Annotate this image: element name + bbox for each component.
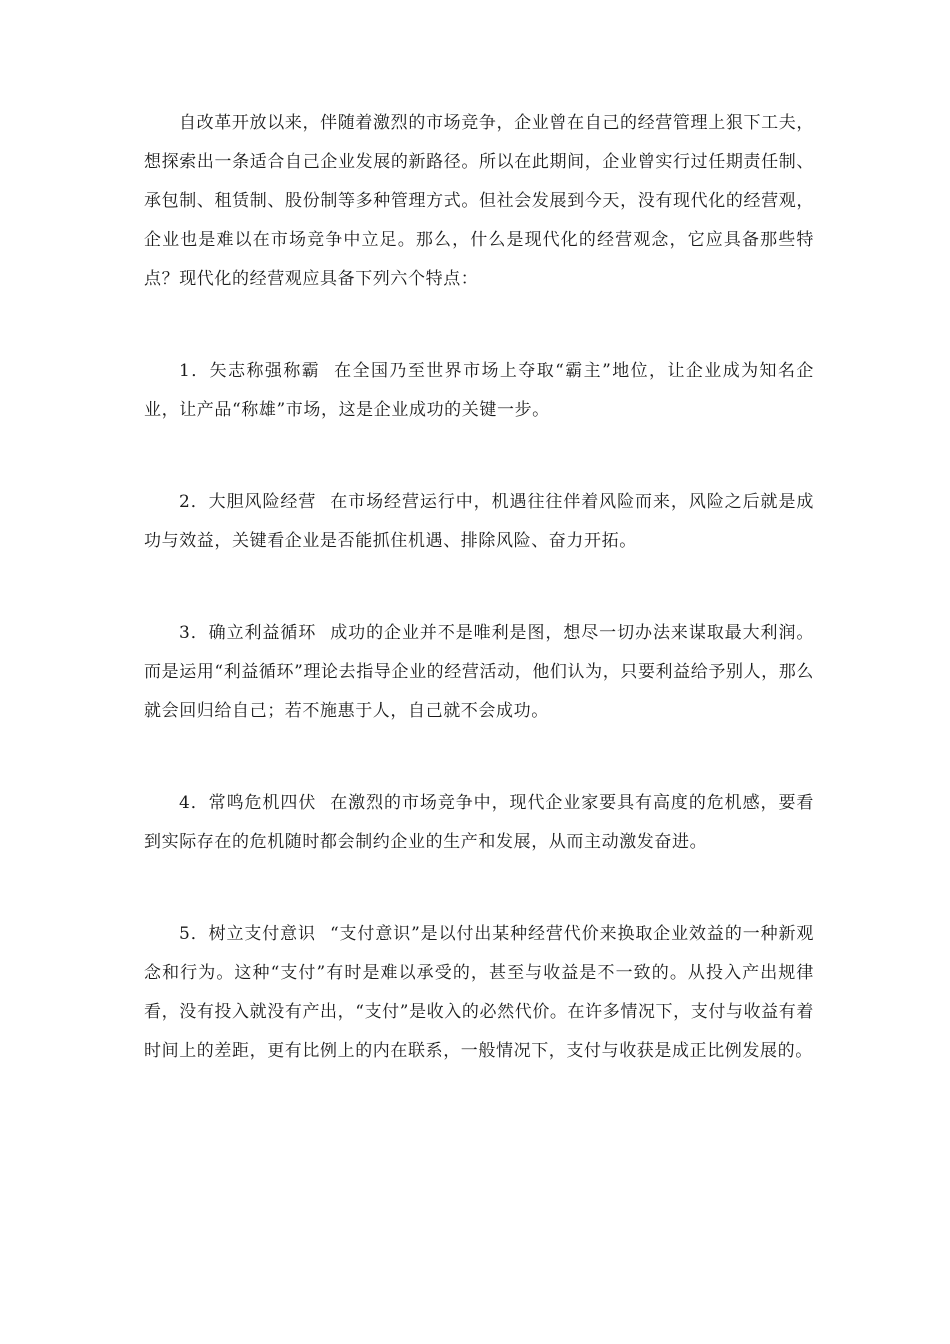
item-paragraph-5 — [144, 915, 814, 1071]
item-heading-4: 4．常鸣危机四伏 — [179, 793, 317, 813]
item-paragraph-3 — [144, 614, 814, 731]
paragraph-spacer — [144, 862, 814, 915]
item-paragraph-4 — [144, 784, 814, 862]
item-paragraph-1 — [144, 352, 814, 430]
paragraph-spacer — [144, 299, 814, 352]
item-text-1: 在全国乃至世界市场上夺取“霸主”地位，让企业成为知名企业，让产品“称雄”市场，这是企业成功的关键一步。 — [144, 361, 814, 420]
item-heading-2: 2．大胆风险经营 — [179, 492, 317, 512]
item-paragraph-2 — [144, 483, 814, 561]
intro-paragraph — [144, 104, 814, 299]
item-heading-3: 3．确立利益循环 — [179, 623, 317, 643]
paragraph-spacer — [144, 731, 814, 784]
item-text-4: 在激烈的市场竞争中，现代企业家要具有高度的危机感，要看到实际存在的危机随时都会制约企业的生产和发展，从而主动激发奋进。 — [144, 793, 814, 852]
item-heading-5: 5．树立支付意识 — [179, 924, 316, 944]
intro-text: 自改革开放以来，伴随着激烈的市场竞争，企业曾在自己的经营管理上狠下工夫，想探索出一条适合自己企业发展的新路径。所以在此期间，企业曾实行过任期责任制、承包制、租赁制、股份制等多种管理方式。但社会发展到今天，没有现代化的经营观，企业也是难以在市场竞争中立足。那么，什么是现代化的经营观念，它应具备那些特点？现代化的经营观应具备下列六个特点： — [144, 113, 814, 289]
item-heading-1: 1．矢志称强称霸 — [179, 361, 321, 381]
paragraph-spacer — [144, 430, 814, 483]
item-text-3: 成功的企业并不是唯利是图，想尽一切办法来谋取最大利润。而是运用“利益循环”理论去指导企业的经营活动，他们认为，只要利益给予别人，那么就会回归给自己；若不施惠于人，自己就不会成功。 — [144, 623, 814, 721]
paragraph-spacer — [144, 561, 814, 614]
document-body — [144, 104, 814, 1071]
item-text-5: “支付意识”是以付出某种经营代价来换取企业效益的一种新观念和行为。这种“支付”有时是难以承受的，甚至与收益是不一致的。从投入产出规律看，没有投入就没有产出，“支付”是收入的必然代价。在许多情况下，支付与收益有着时间上的差距，更有比例上的内在联系，一般情况下，支付与收获是成正比例发展的。 — [144, 924, 814, 1061]
item-text-2: 在市场经营运行中，机遇往往伴着风险而来，风险之后就是成功与效益，关键看企业是否能抓住机遇、排除风险、奋力开拓。 — [144, 492, 814, 551]
